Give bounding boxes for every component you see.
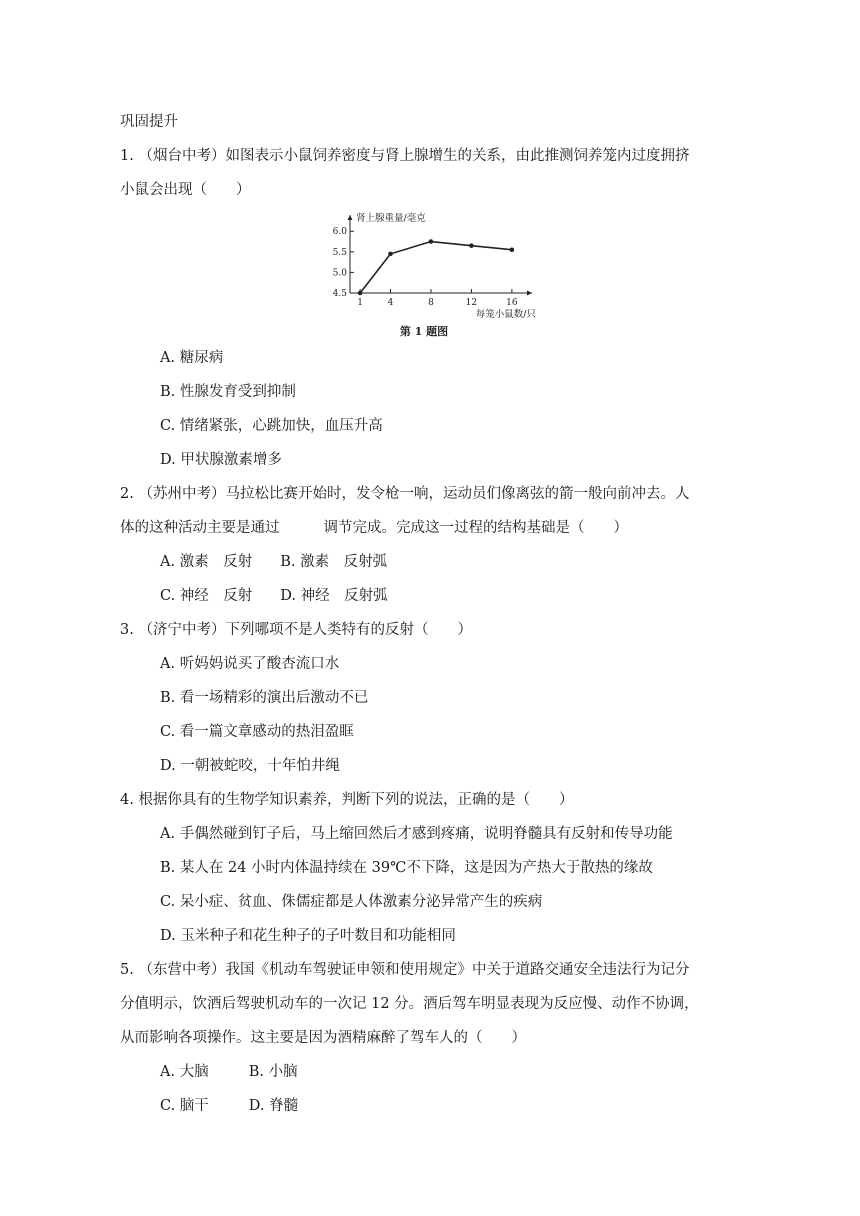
question-2-line-2 (120, 518, 628, 538)
data-point-3 (469, 243, 474, 248)
data-point-2 (429, 239, 434, 244)
data-point-1 (388, 252, 393, 257)
question-2-line-1: 2. （苏州中考）马拉松比赛开始时，发令枪一响，运动员们像离弦的箭一般向前冲去。人 (120, 486, 690, 502)
question-2-line-2-part-2: 调节完成。完成这一过程的结构基础是（ ） (323, 520, 628, 536)
question-3-option-c: C. 看一篇文章感动的热泪盈眶 (160, 724, 354, 740)
question-2-option-c: C. 神经 反射 (160, 588, 253, 604)
question-2-option-d: D. 神经 反射弧 (280, 588, 388, 604)
question-4-line-1: 4. 根据你具有的生物学知识素养，判断下列的说法，正确的是（ ） (120, 792, 574, 808)
question-5-line-2: 分值明示，饮酒后驾驶机动车的一次记 12 分。酒后驾车明显表现为反应慢、动作不协调， (120, 996, 699, 1012)
data-line (360, 242, 512, 293)
question-5-options-row-1 (160, 1062, 298, 1082)
question-1-option-c: C. 情绪紧张，心跳加快，血压升高 (160, 418, 383, 434)
question-4-option-b: B. 某人在 24 小时内体温持续在 39℃不下降，这是因为产热大于散热的缘故 (160, 860, 653, 876)
question-3-option-a: A. 听妈妈说买了酸杏流口水 (160, 656, 340, 672)
data-point-4 (510, 247, 515, 252)
question-1-option-b: B. 性腺发育受到抑制 (160, 384, 296, 400)
question-5-option-b: B. 小脑 (248, 1064, 298, 1080)
question-5-option-d: D. 脊髓 (248, 1098, 299, 1114)
question-5-line-3: 从而影响各项操作。这主要是因为酒精麻醉了驾车人的（ ） (120, 1030, 526, 1046)
x-axis-label: 每笼小鼠数/只 (475, 309, 536, 320)
question-1-option-a: A. 糖尿病 (160, 350, 224, 366)
question-2-options-row-2 (160, 586, 388, 606)
question-2-option-a: A. 激素 反射 (160, 554, 253, 570)
question-2-options-row-1 (160, 552, 387, 572)
y-axis-arrow (348, 215, 353, 220)
question-5-line-1: 5. （东营中考）我国《机动车驾驶证申领和使用规定》中关于道路交通安全违法行为记分 (120, 962, 690, 978)
y-tick-label-3: 6.0 (332, 227, 347, 238)
x-tick-label-2: 8 (428, 298, 434, 308)
question-2-option-b: B. 激素 反射弧 (280, 554, 388, 570)
question-5-option-c: C. 脑干 (160, 1098, 209, 1114)
x-tick-label-0: 1 (357, 298, 363, 308)
x-tick-label-4: 16 (506, 298, 518, 308)
question-4-option-d: D. 玉米种子和花生种子的子叶数目和功能相同 (160, 928, 456, 944)
x-axis-arrow (527, 291, 532, 296)
question-5-option-a: A. 大脑 (160, 1064, 209, 1080)
chart-svg (320, 205, 550, 345)
figure-caption: 第 1 题图 (399, 325, 449, 338)
x-tick-label-3: 12 (465, 298, 478, 308)
figure-1-chart (320, 205, 550, 345)
y-tick-label-0: 4.5 (332, 289, 347, 299)
x-tick-label-1: 4 (387, 298, 394, 308)
section-title: 巩固提升 (120, 114, 178, 130)
data-point-0 (358, 291, 363, 296)
y-axis-label: 肾上腺重量/毫克 (356, 213, 426, 224)
question-4-option-a: A. 手偶然碰到钉子后，马上缩回然后才感到疼痛，说明脊髓具有反射和传导功能 (160, 826, 673, 842)
question-5-options-row-2 (160, 1096, 298, 1116)
y-tick-label-1: 5.0 (332, 268, 347, 279)
question-2-line-2-part-1: 体的这种活动主要是通过 (120, 520, 280, 536)
question-4-option-c: C. 呆小症、贫血、侏儒症都是人体激素分泌异常产生的疾病 (160, 894, 543, 910)
question-1-line-1: 1. （烟台中考）如图表示小鼠饲养密度与肾上腺增生的关系，由此推测饲养笼内过度拥挤 (120, 148, 690, 164)
question-1-line-2: 小鼠会出现（ ） (120, 182, 251, 198)
question-3-line-1: 3. （济宁中考）下列哪项不是人类特有的反射（ ） (120, 622, 472, 638)
question-3-option-d: D. 一朝被蛇咬，十年怕井绳 (160, 758, 340, 774)
y-tick-label-2: 5.5 (332, 247, 347, 258)
question-1-option-d: D. 甲状腺激素增多 (160, 452, 282, 468)
question-3-option-b: B. 看一场精彩的演出后激动不已 (160, 690, 369, 706)
